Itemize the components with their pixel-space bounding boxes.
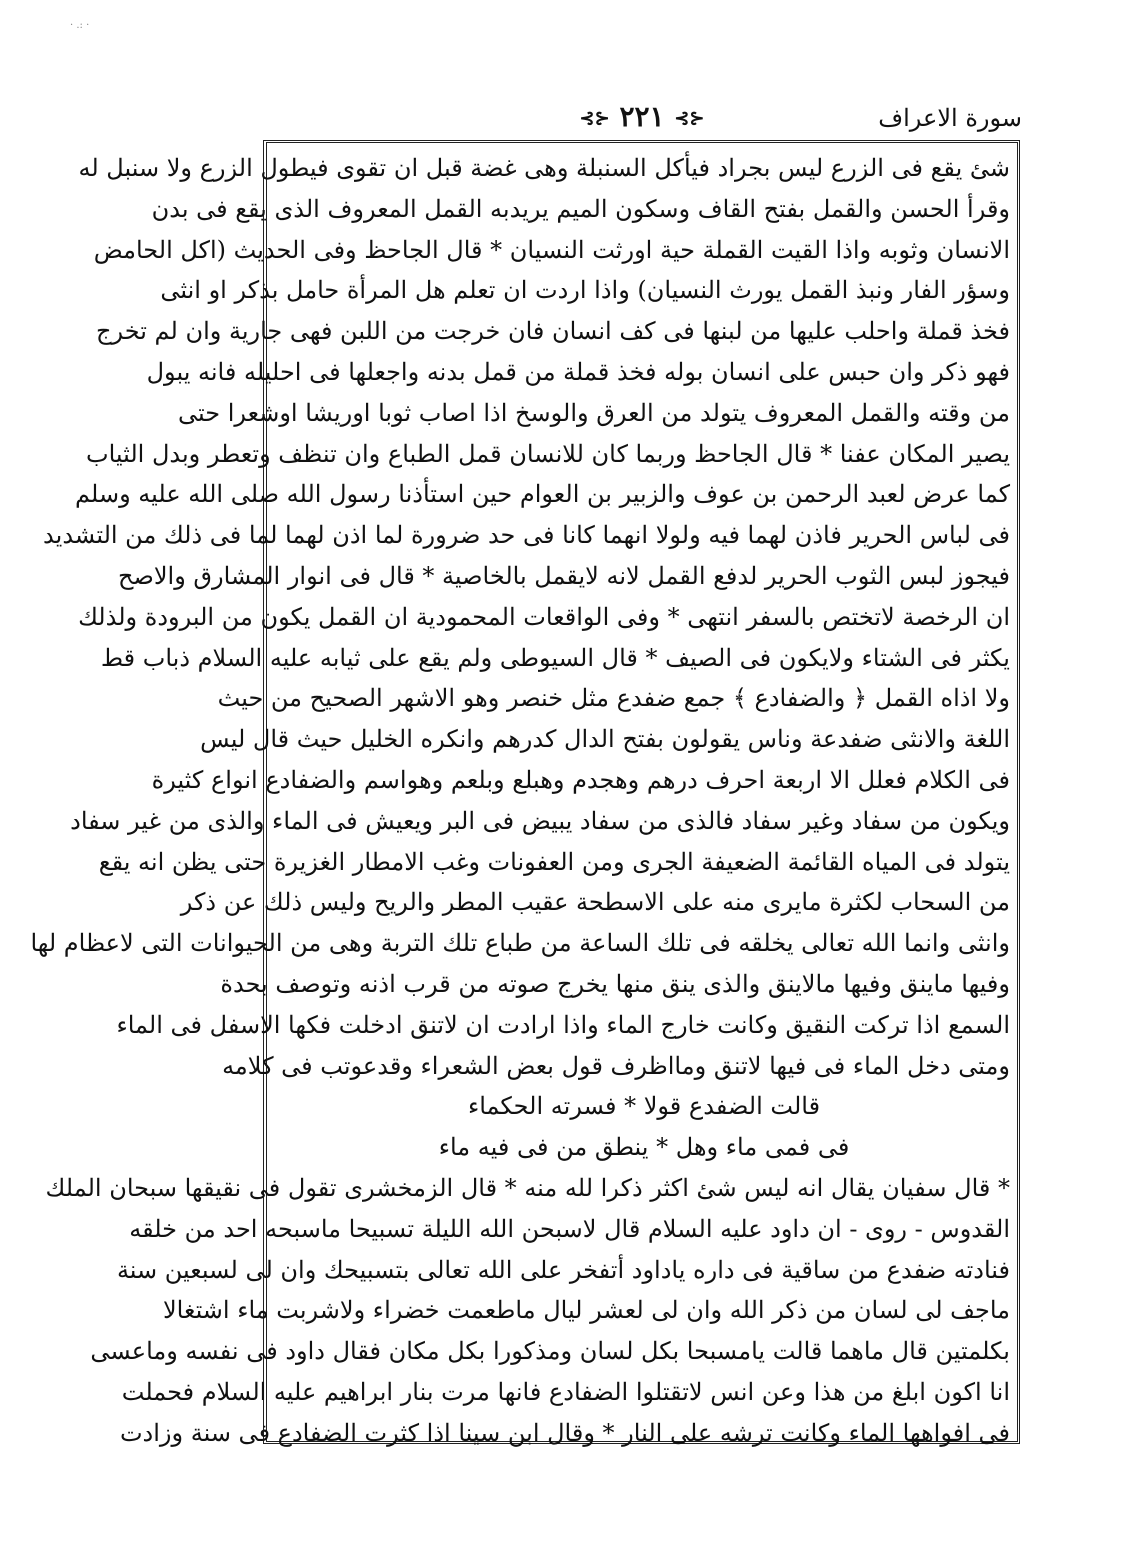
page-header	[262, 100, 1022, 140]
page-number: ٢٢١	[619, 100, 665, 133]
text-line: فهو ذكر وان حبس على انسان بوله فخذ قملة من قمل بدنه واجعلها فى احليله فانه يبول	[146, 357, 1010, 386]
scan-speckles: · .: ·	[70, 20, 90, 31]
text-line: فخذ قملة واحلب عليها من لبنها فى كف انسان فان خرجت من اللبن فهى جارية وان لم تخرج	[96, 317, 1010, 346]
text-line: بكلمتين قال ماهما قالت يامسبحا بكل لسان ومذكورا بكل مكان فقال داود فى نفسه وماعسى	[90, 1337, 1010, 1366]
text-line: يكثر فى الشتاء ولايكون فى الصيف * قال السيوطى ولم يقع على ثيابه عليه السلام ذباب قط	[100, 643, 1010, 672]
text-line: من وقته والقمل المعروف يتولد من العرق والوسخ اذا اصاب ثوبا اوريشا اوشعرا حتى	[178, 398, 1010, 427]
text-line: وانثى وانما الله تعالى يخلقه فى تلك الساعة من طباع تلك التربة وهى من الحيوانات التى لاعظام لها	[30, 929, 1010, 958]
text-line: فيجوز لبس الثوب الحرير لدفع القمل لانه لايقمل بالخاصية * قال فى انوار المشارق والاصح	[117, 561, 1010, 590]
text-line: فى لباس الحرير فاذن لهما فيه ولولا انهما كانا فى حد ضرورة لما اذن لهما لما فى ذلك من التشديد	[43, 521, 1010, 550]
text-line: فى الكلام فعلل الا اربعة احرف درهم وهجدم وهبلع وبلعم وهواسم والضفادع انواع كثيرة	[151, 765, 1010, 794]
text-line: يتولد فى المياه القائمة الضعيفة الجرى ومن العفونات وغب الامطار الغزيرة حتى يظن انه يقع	[98, 847, 1010, 876]
page-number-block	[580, 100, 705, 133]
text-line: اللغة والانثى ضفدعة وناس يقولون بفتح الدال كدرهم وانكره الخليل حيث قال ليس	[200, 725, 1010, 754]
main-text	[30, 148, 1010, 1454]
text-line: شئ يقع فى الزرع ليس بجراد فيأكل السنبلة وهى غضة قبل ان تقوى فيطول الزرع ولا سنبل له	[78, 154, 1010, 182]
text-line: من السحاب لكثرة مايرى منه على الاسطحة عقيب المطر والريح وليس ذلك عن ذكر	[180, 888, 1010, 917]
text-line: * قال سفيان يقال انه ليس شئ اكثر ذكرا لله منه * قال الزمخشرى تقول فى نقيقها سبحان الملك	[45, 1173, 1010, 1202]
verse-line: قالت الضفدع قولا * فسرته الحكماء	[467, 1092, 821, 1121]
text-line: الانسان وثوبه واذا القيت القملة حية اورثت النسيان * قال الجاحظ وفى الحديث (اكل الحامض	[93, 235, 1010, 264]
ornament-right-icon: ⊰⊱	[674, 108, 705, 129]
text-line: السمع اذا تركت النقيق وكانت خارج الماء واذا ارادت ان لاتنق ادخلت فكها الاسفل فى الماء	[116, 1010, 1010, 1039]
text-line: يصير المكان عفنا * قال الجاحظ وربما كان للانسان قمل الطباع وان تنظف وتعطر وبدل الثياب	[85, 439, 1010, 468]
surah-title: سورة الاعراف	[878, 104, 1022, 132]
text-line: ومتى دخل الماء فى فيها لاتنق ومااظرف قول بعض الشعراء وقدعوتب فى كلامه	[222, 1051, 1010, 1080]
text-line: فى افواهها الماء وكانت ترشه على النار * وقال ابن سينا اذا كثرت الضفادع فى سنة وزادت	[119, 1418, 1010, 1447]
text-line: وفيها ماينق وفيها مالاينق والذى ينق منها يخرج صوته من قرب اذنه وتوصف بحدة	[220, 969, 1010, 998]
text-line: ان الرخصة لاتختص بالسفر انتهى * وفى الواقعات المحمودية ان القمل يكون من البرودة ولذلك	[78, 602, 1010, 631]
ornament-left-icon: ⊰⊱	[579, 108, 610, 129]
text-line: وقرأ الحسن والقمل بفتح القاف وسكون الميم يريدبه القمل المعروف الذى يقع فى بدن	[151, 194, 1010, 223]
verse-line: فى فمى ماء وهل * ينطق من فى فيه ماء	[438, 1133, 850, 1162]
text-line: فنادته ضفدع من ساقية فى داره ياداود أتفخر على الله تعالى بتسبيحك وان لى لسبعين سنة	[116, 1255, 1010, 1284]
text-line: ولا اذاه القمل ﴿ والضفادع ﴾ جمع ضفدع مثل خنصر وهو الاشهر الصحيح من حيث	[217, 684, 1010, 713]
text-line: القدوس - روى - ان داود عليه السلام قال لاسبحن الله الليلة تسبيحا ماسبحه احد من خلقه	[129, 1214, 1010, 1243]
text-line: وسؤر الفار ونبذ القمل يورث النسيان) واذا اردت ان تعلم هل المرأة حامل بذكر او انثى	[160, 276, 1010, 305]
text-line: ويكون من سفاد وغير سفاد فالذى من سفاد يبيض فى البر ويعيش فى الماء والذى من غير سفاد	[70, 806, 1010, 835]
text-line: كما عرض لعبد الرحمن بن عوف والزبير بن العوام حين استأذنا رسول الله صلى الله عليه وسلم	[75, 480, 1010, 509]
text-line: ماجف لى لسان من ذكر الله وان لى لعشر ليال ماطعمت خضراء ولاشربت ماء اشتغالا	[162, 1296, 1010, 1325]
text-line: انا اكون ابلغ من هذا وعن انس لاتقتلوا الضفادع فانها مرت بنار ابراهيم عليه السلام فحملت	[121, 1377, 1010, 1406]
